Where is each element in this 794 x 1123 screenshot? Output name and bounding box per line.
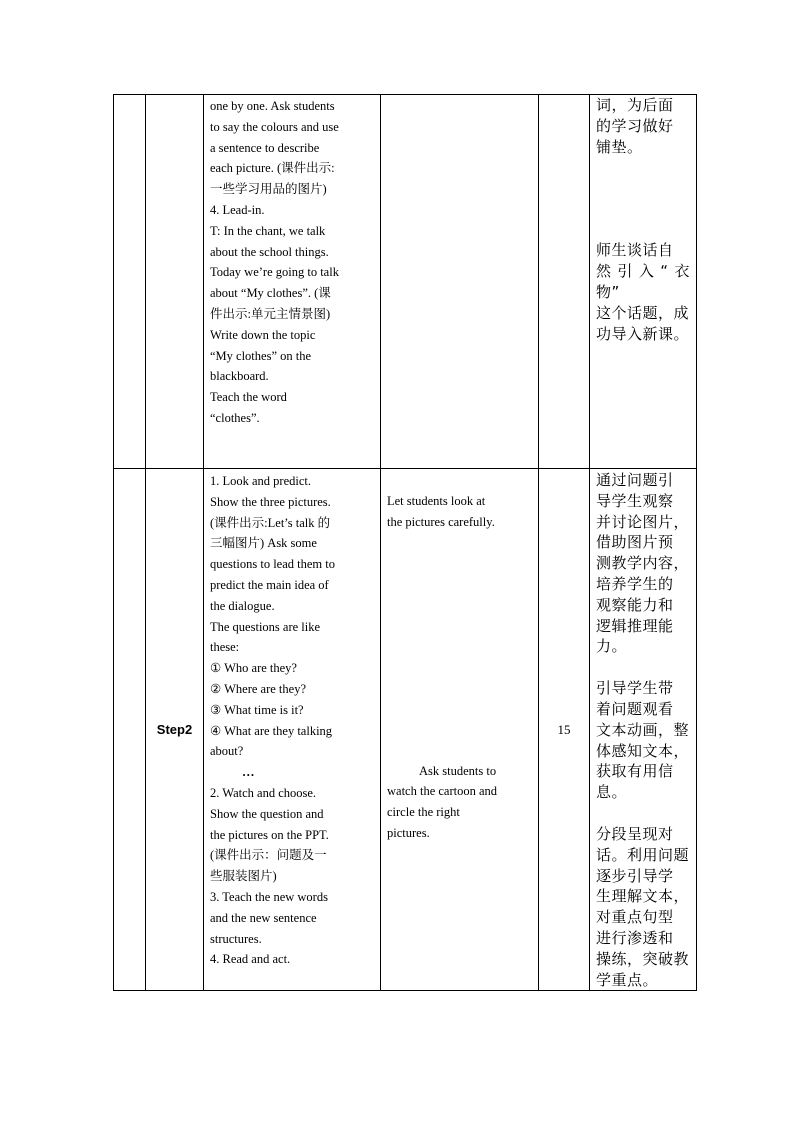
blank-cell: [114, 469, 146, 991]
text-line: …: [242, 765, 255, 780]
text-line: 3. Teach the new words: [210, 889, 328, 904]
text-line: circle the right: [387, 805, 460, 820]
text-line: Let students look at: [387, 494, 486, 508]
time-cell: [539, 95, 590, 469]
teacher-activity-cell: [204, 469, 381, 991]
text-line: blackboard.: [210, 369, 269, 384]
purpose-text: [590, 469, 696, 990]
text-line: the dialogue.: [210, 598, 275, 613]
text-line: Today we’re going to talk: [210, 265, 339, 280]
text-line: 功导入新课。: [596, 324, 690, 343]
text-line: 4. Read and act.: [210, 952, 291, 967]
purpose-text: [590, 95, 696, 344]
text-line: questions to lead them to: [210, 557, 335, 572]
teacher-activity-text: [204, 95, 380, 429]
text-line: 词，为后面: [596, 96, 674, 114]
lesson-plan-table: [113, 94, 697, 991]
text-line: 操练，突破教: [596, 949, 690, 968]
text-line: each picture. (课件出示:: [210, 161, 335, 176]
student-activity-text: [381, 469, 538, 844]
text-line: the pictures on the PPT.: [210, 827, 329, 842]
text-line: pictures.: [387, 825, 430, 840]
step-label: Step2: [146, 469, 204, 991]
student-activity-cell: [381, 469, 539, 991]
text-line: predict the main idea of: [210, 577, 329, 592]
text-line: 话。利用问题: [596, 845, 690, 864]
text-line: the pictures carefully.: [387, 514, 495, 529]
text-line: Show the three pictures.: [210, 494, 331, 509]
text-line: a sentence to describe: [210, 140, 320, 155]
text-line: 息。: [596, 783, 628, 802]
text-line: 测教学内容，: [596, 554, 690, 573]
teacher-activity-cell: [204, 95, 381, 469]
text-line: to say the colours and use: [210, 119, 339, 134]
text-line: ③ What time is it?: [210, 702, 304, 717]
text-line: 件出示:单元主情景图): [210, 306, 331, 321]
text-line: ④ What are they talking: [210, 723, 333, 738]
text-line: (课件出示：问题及一: [210, 848, 327, 863]
text-line: 获取有用信: [596, 762, 674, 781]
text-line: about?: [210, 744, 244, 759]
text-line: 观察能力和: [596, 595, 674, 614]
text-line: 师生谈话自: [596, 241, 674, 260]
text-line: 力。: [596, 637, 628, 656]
teacher-activity-text: [204, 469, 380, 970]
text-line: 借助图片预: [596, 533, 674, 552]
text-line: T: In the chant, we talk: [210, 223, 326, 238]
text-line: ① Who are they?: [210, 661, 297, 676]
text-line: watch the cartoon and: [387, 784, 498, 799]
text-line: 4. Lead-in.: [210, 202, 265, 217]
table-row: [114, 95, 697, 469]
text-line: (课件出示:Let’s talk 的: [210, 515, 331, 530]
text-line: about “My clothes”. (课: [210, 286, 331, 301]
text-line: “My clothes” on the: [210, 348, 312, 363]
step-cell: [146, 95, 204, 469]
text-line: and the new sentence: [210, 910, 317, 925]
text-line: The questions are like: [210, 619, 321, 634]
text-line: 引导学生带: [596, 679, 674, 698]
text-line: structures.: [210, 931, 262, 946]
text-line: Write down the topic: [210, 327, 316, 342]
text-line: 文本动画，整: [596, 720, 690, 739]
text-line: these:: [210, 640, 240, 655]
text-line: 通过问题引: [596, 471, 674, 489]
text-line: Teach the word: [210, 390, 287, 405]
text-line: 对重点句型: [596, 908, 674, 927]
text-line: 着问题观看: [596, 699, 674, 718]
text-line: 三幅图片) Ask some: [210, 536, 317, 551]
text-line: 的学习做好: [596, 116, 674, 135]
purpose-cell: [590, 95, 697, 469]
text-line: 分段呈现对: [596, 824, 674, 843]
table-row: [114, 469, 697, 991]
text-line: 体感知文本，: [596, 741, 690, 760]
student-activity-cell: [381, 95, 539, 469]
text-line: 逻辑推理能: [596, 616, 674, 635]
text-line: 培养学生的: [596, 574, 674, 593]
text-line: 这个话题，成: [596, 303, 690, 322]
time-value: 15: [539, 469, 590, 991]
text-line: 铺垫。: [596, 137, 643, 156]
purpose-cell: [590, 469, 697, 991]
text-line: 生理解文本，: [596, 887, 690, 906]
text-line: one by one. Ask students: [210, 99, 335, 113]
blank-cell: [114, 95, 146, 469]
text-line: 并讨论图片，: [596, 512, 690, 531]
text-line: 导学生观察: [596, 491, 674, 510]
text-line: Show the question and: [210, 806, 324, 821]
text-line: 学重点。: [596, 970, 659, 989]
text-line: 些服装图片): [210, 869, 277, 884]
text-line: 1. Look and predict.: [210, 474, 312, 488]
text-line: about the school things.: [210, 244, 329, 259]
text-line: “clothes”.: [210, 410, 260, 425]
text-line: 然引入“衣物”: [596, 262, 690, 301]
text-line: 进行渗透和: [596, 928, 674, 947]
text-line: 一些学习用品的图片): [210, 182, 327, 197]
text-line: 逐步引导学: [596, 866, 674, 885]
text-line: ② Where are they?: [210, 681, 306, 696]
text-line: Ask students to: [419, 763, 497, 778]
text-line: 2. Watch and choose.: [210, 785, 317, 800]
